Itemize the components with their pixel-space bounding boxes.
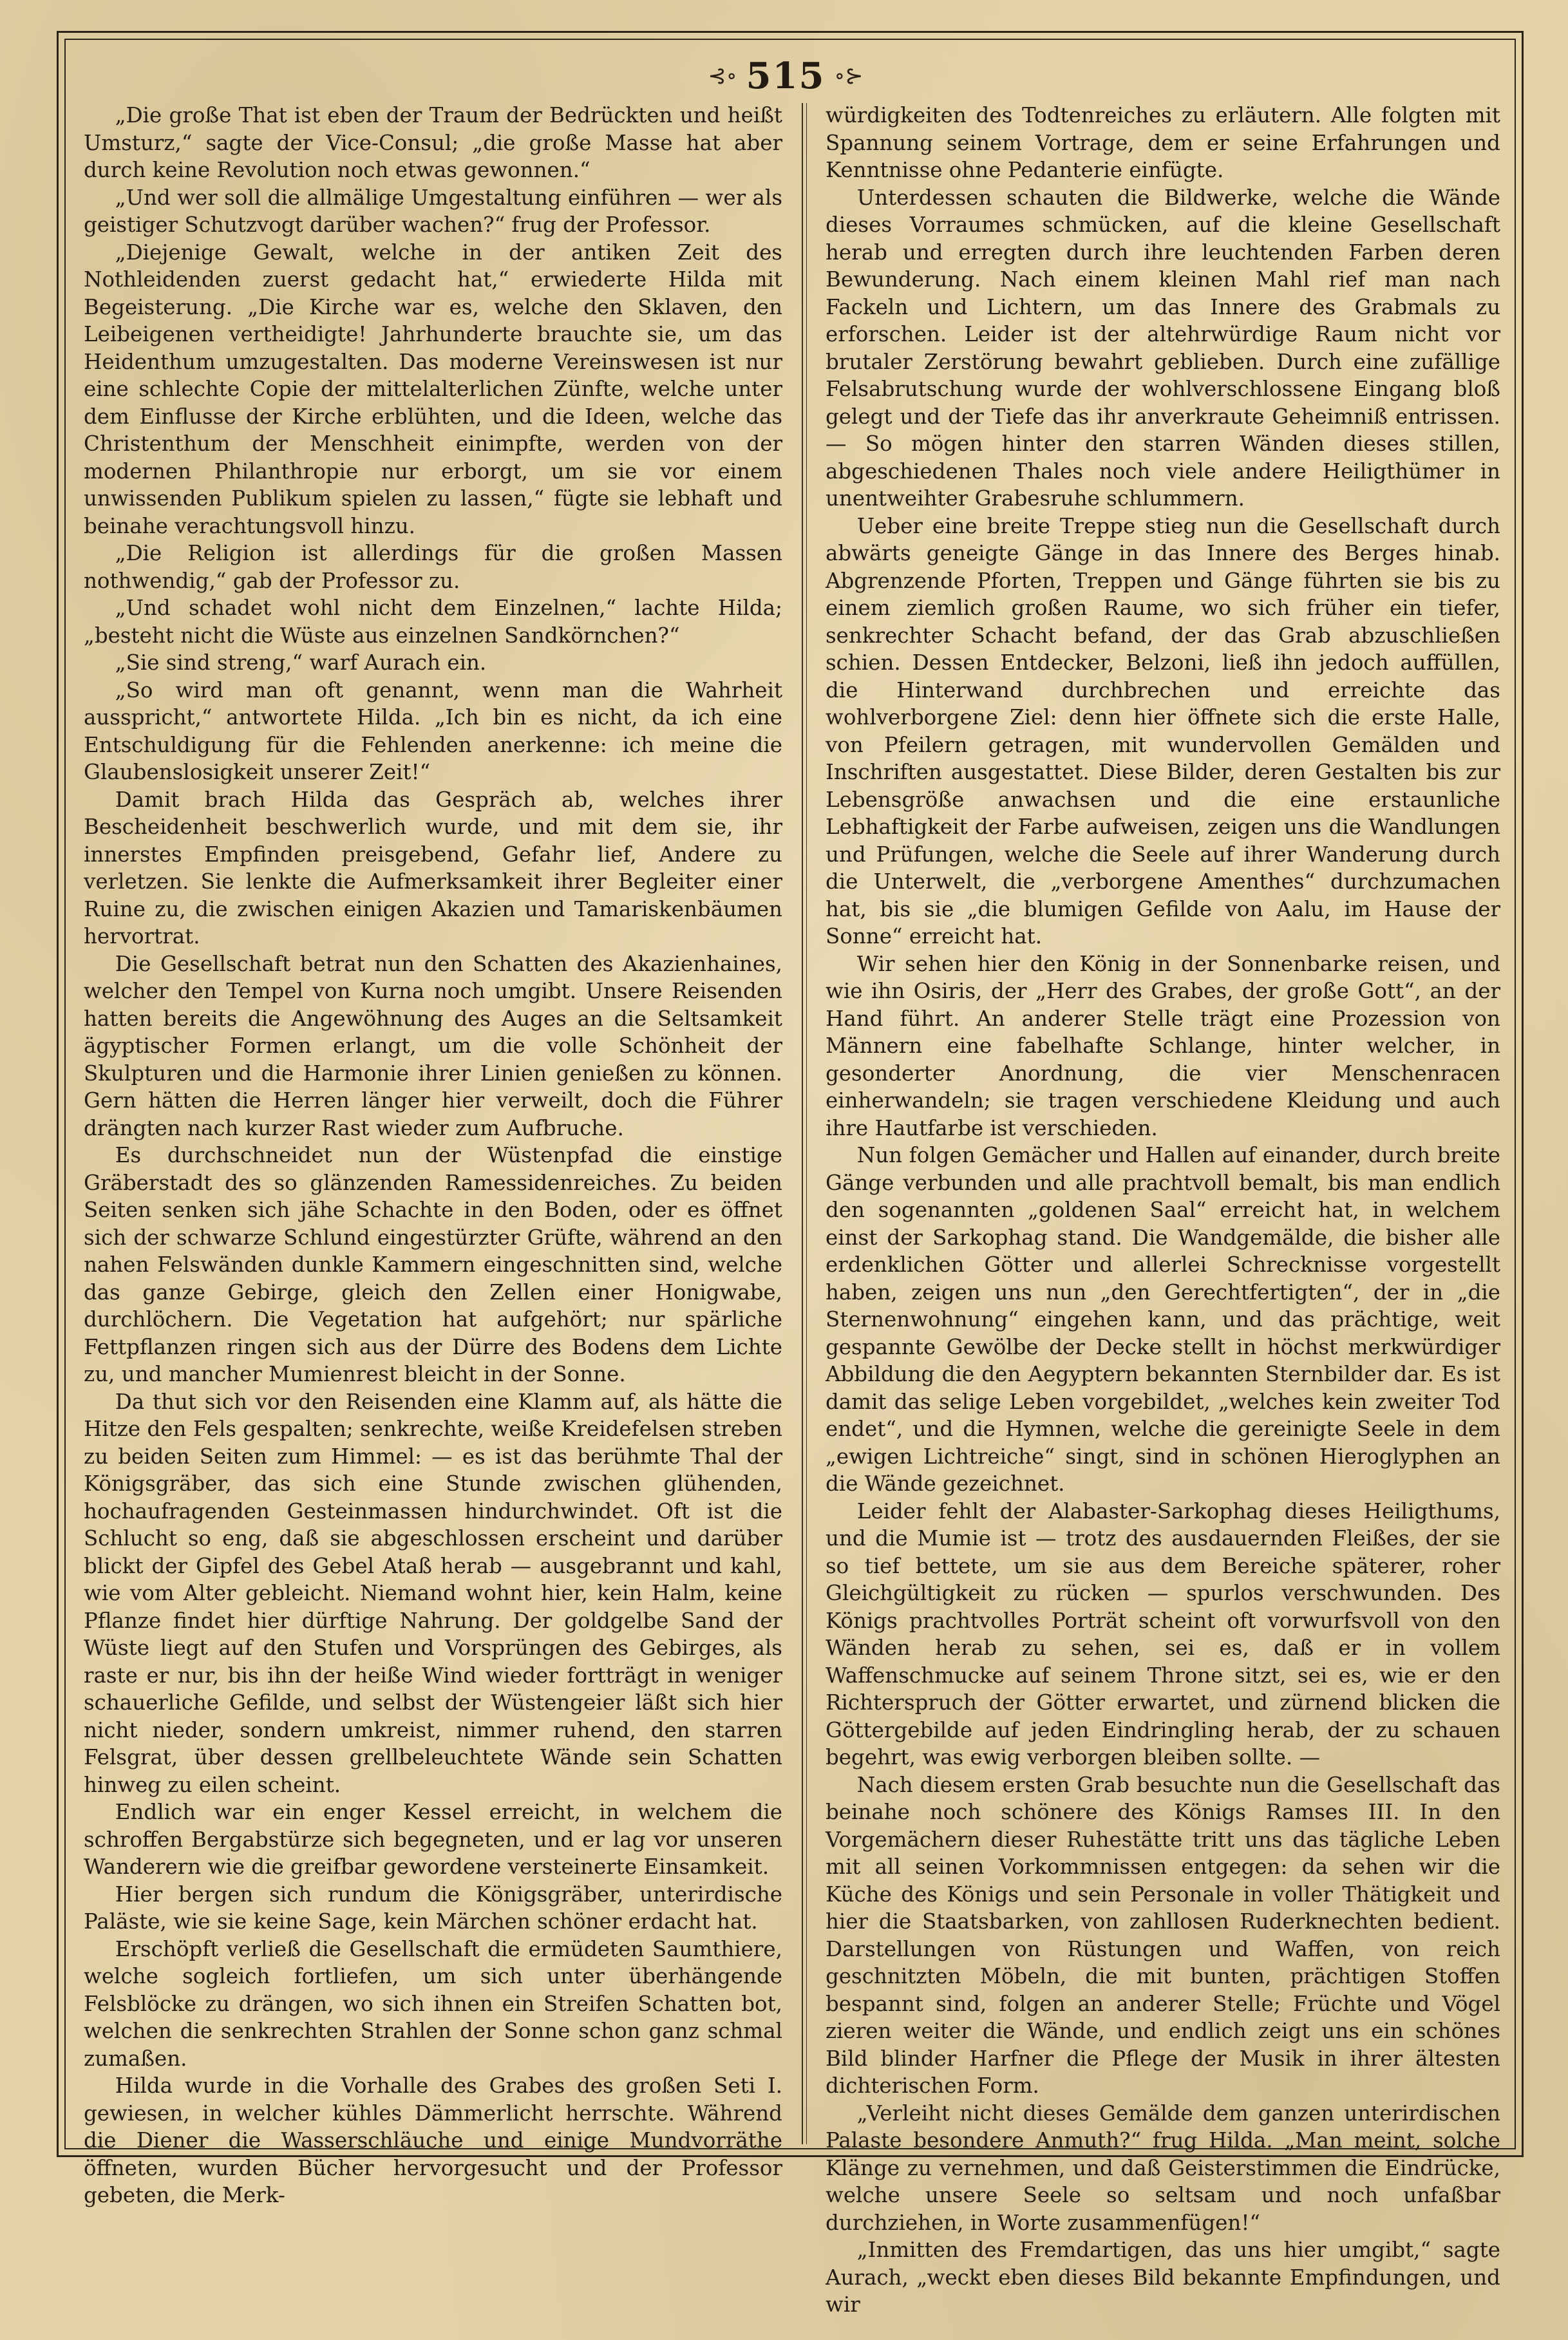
paragraph: „Sie sind streng,“ warf Aurach ein. bbox=[115, 650, 487, 675]
paragraph: „Und wer soll die allmälige Umgestaltung einführen — wer als geistiger Schutzvogt darüber wachen?“ frug der Professor. bbox=[84, 185, 782, 237]
right-column bbox=[826, 102, 1500, 2317]
paragraph: „Die Religion ist allerdings für die großen Massen nothwendig,“ gab der Professor zu. bbox=[84, 541, 782, 593]
paragraph: Endlich war ein enger Kessel erreicht, in welchem die schroffen Bergabstürze sich begegneten, und er lag vor unseren Wanderern wie die greifbar gewordene versteinerte Einsamkeit. bbox=[84, 1800, 782, 1879]
paragraph: Hier bergen sich rundum die Königsgräber, unterirdische Paläste, wie sie keine Sage, kein Märchen schöner erdacht hat. bbox=[84, 1882, 782, 1934]
paragraph: Nach diesem ersten Grab besuchte nun die Gesellschaft das beinahe noch schönere des Königs Ramses III. In den Vorgemächern dieser Ruhestätte tritt uns das tägliche Leben mit all seinen Vorkommnissen entgegen: da sehen wir die Küche des Königs und sein Personale in voller Thätigkeit und hier die Staatsbarken, von zahllosen Ruderknechten bedient. Darstellungen von Rüstungen und Waffen, von reich geschnitzten Möbeln, die mit bunten, prächtigen Stoffen bespannt sind, folgen an anderer Stelle; Früchte und Vögel zieren weiter die Wände, und endlich zeigt uns ein schönes Bild blinder Harfner die Pflege der Musik in ihrer ältesten dichterischen Form. bbox=[826, 1772, 1500, 2098]
paragraph: „Inmitten des Fremdartigen, das uns hier umgibt,“ sagte Aurach, „weckt eben dieses Bild bekannte Empfindungen, und wir bbox=[826, 2238, 1500, 2317]
paragraph: Unterdessen schauten die Bildwerke, welche die Wände dieses Vorraumes schmücken, auf die kleine Gesellschaft herab und erregten durch ihre leuchtenden Farben deren Bewunderung. Nach einem kleinen Mahl rief man nach Fackeln und Lichtern, um das Innere des Grabmals zu erforschen. Leider ist der altehrwürdige Raum nicht vor brutaler Zerstörung bewahrt geblieben. Durch eine zufällige Felsabrutschung wurde der wohlverschlossene Eingang bloß gelegt und der Tiefe das ihr anverkraute Geheimniß entrissen. — So mögen hinter den starren Wänden dieses stillen, abgeschiedenen Thales noch viele andere Heiligthümer in unentweihter Grabesruhe schlummern. bbox=[826, 185, 1500, 511]
paragraph: Damit brach Hilda das Gespräch ab, welches ihrer Bescheidenheit beschwerlich wurde, und mit dem sie, ihr innerstes Empfinden preisgebend, Gefahr lief, Andere zu verletzen. Sie lenkte die Aufmerksamkeit ihrer Begleiter einer Ruine zu, die zwischen einigen Akazien und Tamariskenbäumen hervortrat. bbox=[84, 787, 782, 948]
paragraph: Da thut sich vor den Reisenden eine Klamm auf, als hätte die Hitze den Fels gespalten; senkrechte, weiße Kreidefelsen streben zu beiden Seiten zum Himmel: — es ist das berühmte Thal der Königsgräber, das sich eine Stunde zwischen glühenden, hochaufragenden Gesteinmassen hindurchwindet. Oft ist die Schlucht so eng, daß sie abgeschlossen erscheint und darüber blickt der Gipfel des Gebel Ataß herab — ausgebrannt und kahl, wie vom Alter gebleicht. Niemand wohnt hier, kein Halm, keine Pflanze findet hier dürftige Nahrung. Der goldgelbe Sand der Wüste liegt auf den Stufen und Vorsprüngen des Gebirges, als raste er nur, bis ihn der heiße Wind wieder fortträgt in weniger schauerliche Gefilde, und selbst der Wüstengeier läßt sich hier nicht nieder, sondern umkreist, nimmer ruhend, den starren Felsgrat, über dessen grellbeleuchtete Wände sein Schatten hinweg zu eilen scheint. bbox=[84, 1389, 782, 1797]
column-divider-thin bbox=[806, 103, 807, 2144]
paragraph: Nun folgen Gemächer und Hallen auf einander, durch breite Gänge verbunden und alle prachtvoll bemalt, bis man endlich den sogenannten „goldenen Saal“ erreicht hat, in welchem einst der Sarkophag stand. Die Wandgemälde, die bisher alle erdenklichen Götter und allerlei Schrecknisse vorgestellt haben, zeigen uns nun „den Gerechtfertigten“, der in „die Sternenwohnung“ eingehen kann, und das prächtige, weit gespannte Gewölbe der Decke stellt in höchst merkwürdiger Abbildung die den Aegyptern bekannten Sternbilder dar. Es ist damit das selige Leben vorgebildet, „welches kein zweiter Tod endet“, und die Hymnen, welche die gereinigte Seele in dem „ewigen Lichtreiche“ singt, sind in schönen Hieroglyphen an die Wände gezeichnet. bbox=[826, 1143, 1500, 1496]
paragraph: „So wird man oft genannt, wenn man die Wahrheit ausspricht,“ antwortete Hilda. „Ich bin es nicht, da ich eine Entschuldigung für die Fehlenden anerkenne: ich meine die Glaubenslosigkeit unserer Zeit!“ bbox=[84, 677, 782, 784]
column-divider bbox=[802, 103, 803, 2144]
paragraph: „Und schadet wohl nicht dem Einzelnen,“ lachte Hilda; „besteht nicht die Wüste aus einzelnen Sandkörnchen?“ bbox=[84, 596, 782, 648]
left-column bbox=[84, 102, 782, 2207]
paragraph: „Die große That ist eben der Traum der Bedrückten und heißt Umsturz,“ sagte der Vice-Consul; „die große Masse hat aber durch keine Revolution noch etwas gewonnen.“ bbox=[84, 103, 782, 182]
paragraph: Erschöpft verließ die Gesellschaft die ermüdeten Saumthiere, welche sogleich fortliefen, um sich unter überhängende Felsblöcke zu drängen, wo sich ihnen ein Streifen Schatten bot, welchen die senkrechten Strahlen der Sonne schon ganz schmal zumaßen. bbox=[84, 1936, 782, 2071]
paragraph: Hilda wurde in die Vorhalle des Grabes des großen Seti I. gewiesen, in welcher kühles Dämmerlicht herrschte. Während die Diener die Wasserschläuche und einige Mundvorräthe öffneten, wurden Bücher hervorgesucht und der Professor gebeten, die Merk- bbox=[84, 2073, 782, 2207]
paragraph: Es durchschneidet nun der Wüstenpfad die einstige Gräberstadt des so glänzenden Ramessidenreiches. Zu beiden Seiten senken sich jähe Schachte in den Boden, oder es öffnet sich der schwarze Schlund eingestürzter Grüfte, während an den nahen Felswänden dunkle Kammern eingeschnitten sind, welche das ganze Gebirge, gleich den Zellen einer Honigwabe, durchlöchern. Die Vegetation hat aufgehört; nur spärliche Fettpflanzen ringen sich aus der Dürre des Bodens dem Lichte zu, und mancher Mumienrest bleicht in der Sonne. bbox=[84, 1143, 782, 1386]
paragraph: Wir sehen hier den König in der Sonnenbarke reisen, und wie ihn Osiris, der „Herr des Grabes, der große Gott“, an der Hand führt. An anderer Stelle trägt eine Prozession von Männern eine fabelhafte Schlange, hinter welcher, in gesonderter Anordnung, die vier Menschenracen einherwandeln; sie tragen verschiedene Kleidung und auch ihre Hautfarbe ist verschieden. bbox=[826, 951, 1500, 1140]
ornament-right: ∘⊱ bbox=[834, 63, 864, 89]
paragraph: Leider fehlt der Alabaster-Sarkophag dieses Heiligthums, und die Mumie ist — trotz des ausdauernden Fleißes, der sie so tief bettete, um sie aus dem Bereiche späterer, roher Gleichgültigkeit zu rücken — spurlos verschwunden. Des Königs prachtvolles Porträt scheint oft vorwurfsvoll von den Wänden herab zu sehen, sei es, daß er in vollem Waffenschmucke auf seinem Throne sitzt, sei es, wie er den Richterspruch der Götter erwartet, und zürnend blicken die Göttergebilde auf jeden Eindringling herab, der zu schauen begehrt, was ewig verborgen bleiben sollte. — bbox=[826, 1498, 1500, 1769]
paragraph: Die Gesellschaft betrat nun den Schatten des Akazienhaines, welcher den Tempel von Kurna noch umgibt. Unsere Reisenden hatten bereits die Angewöhnung des Auges an die Seltsamkeit ägyptischer Formen erlangt, um die volle Schönheit der Skulpturen und die Harmonie ihrer Linien genießen zu können. Gern hätten die Herren länger hier verweilt, doch die Führer drängten nach kurzer Rast wieder zum Aufbruche. bbox=[84, 951, 782, 1140]
page-number: 515 bbox=[746, 55, 826, 97]
paragraph: „Verleiht nicht dieses Gemälde dem ganzen unterirdischen Palaste besondere Anmuth?“ frug Hilda. „Man meint, solche Klänge zu vernehmen, und daß Geisterstimmen die Eindrücke, welche unsere Seele so seltsam und noch unfaßbar durchziehen, in Worte zusammenfügen!“ bbox=[826, 2100, 1500, 2235]
ornament-left: ⊰∘ bbox=[708, 63, 737, 89]
paragraph-continued: würdigkeiten des Todtenreiches zu erläutern. Alle folgten mit Spannung seinem Vortrage, dem er seine Erfahrungen und Kenntnisse ohne Pedanterie einfügte. bbox=[826, 103, 1500, 182]
paragraph: Ueber eine breite Treppe stieg nun die Gesellschaft durch abwärts geneigte Gänge in das Innere des Berges hinab. Abgrenzende Pforten, Treppen und Gänge führten sie bis zu einem ziemlich großen Raume, wo sich früher ein tiefer, senkrechter Schacht befand, der das Grab abzuschließen schien. Dessen Entdecker, Belzoni, ließ ihn jedoch auffüllen, die Hinterwand durchbrechen und erreichte das wohlverborgene Ziel: denn hier öffnete sich die erste Halle, von Pfeilern getragen, mit wundervollen Gemälden und Inschriften ausgestattet. Diese Bilder, deren Gestalten bis zur Lebensgröße anwachsen und die eine erstaunliche Lebhaftigkeit der Farbe aufweisen, zeigen uns die Wandlungen und Prüfungen, welche die Seele auf ihrer Wanderung durch die Unterwelt, die „verborgene Amenthes“ durchzumachen hat, bis sie „die blumigen Gefilde von Aalu, im Hause der Sonne“ erreicht hat. bbox=[826, 513, 1500, 948]
page-header bbox=[644, 44, 927, 108]
paragraph: „Diejenige Gewalt, welche in der antiken Zeit des Nothleidenden zuerst gedacht hat,“ erwiederte Hilda mit Begeisterung. „Die Kirche war es, welche den Sklaven, den Leibeigenen vertheidigte! Jahrhunderte brauchte sie, um das Heidenthum umzugestalten. Das moderne Vereinswesen ist nur eine schlechte Copie der mittelalterlichen Zünfte, welche unter dem Einflusse der Kirche erblühten, und die Ideen, welche das Christenthum der Menschheit einimpfte, werden von der modernen Philanthropie nur erborgt, um sie vor einem unwissenden Publikum spielen zu lassen,“ fügte sie lebhaft und beinahe verachtungsvoll hinzu. bbox=[84, 240, 782, 538]
